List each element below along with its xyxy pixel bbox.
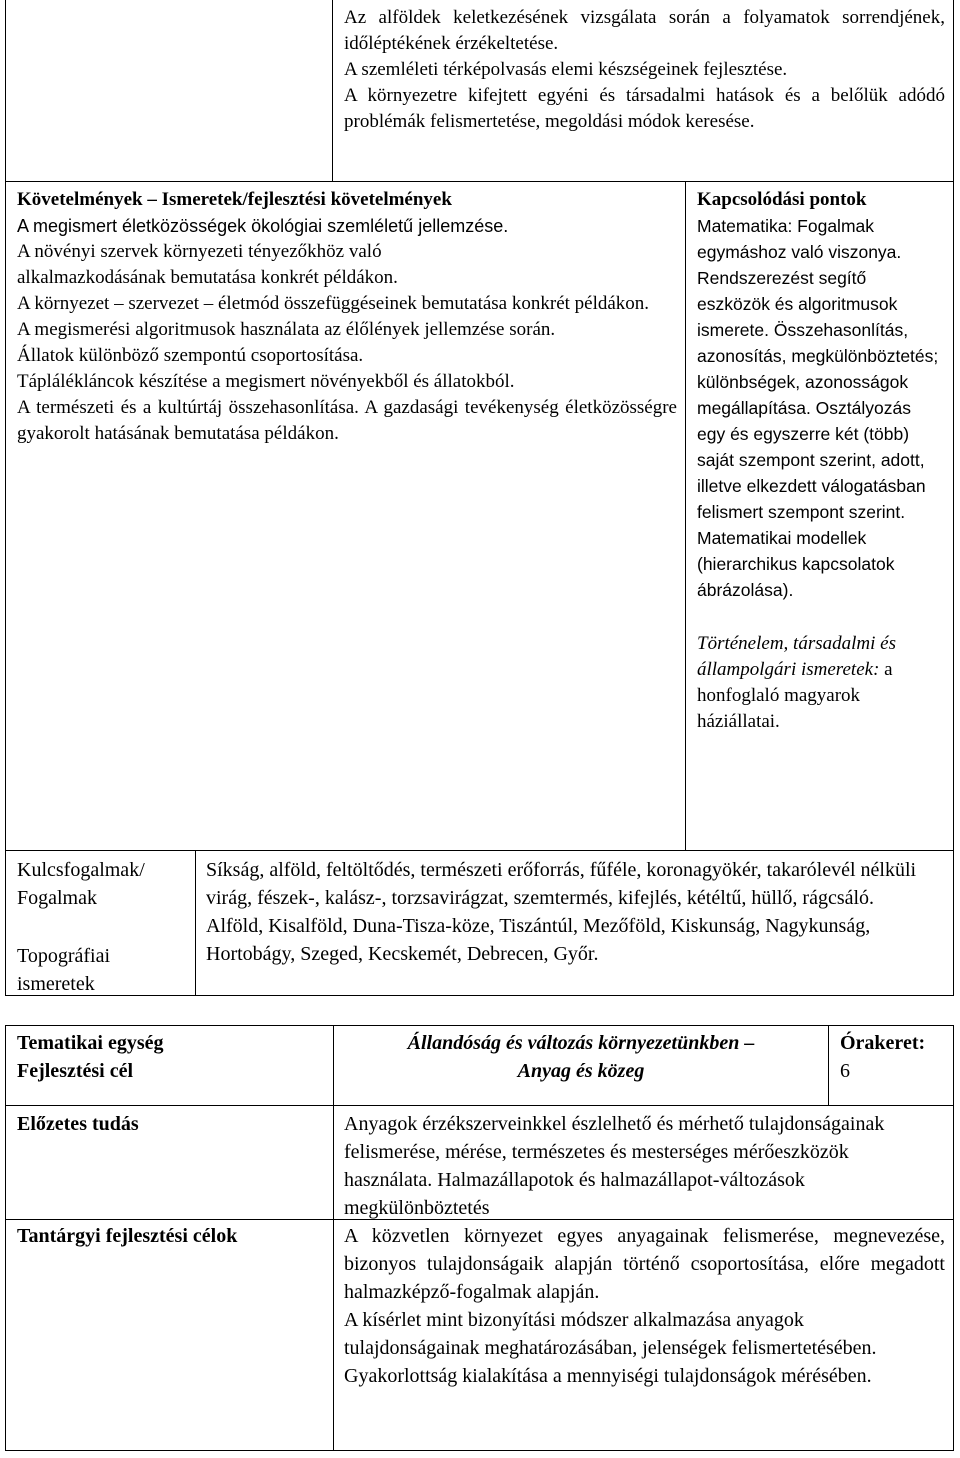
prior-label-cell — [5, 1105, 333, 1219]
goal-paragraph: A szemléleti térképolvasás elemi készségeinek fejlesztése. — [344, 59, 788, 80]
hours-label: Órakeret: — [840, 1032, 926, 1054]
requirement-item: A megismert életközösségek ökológiai szemléletű jellemzése. — [17, 216, 509, 236]
key-concepts-label: Kulcsfogalmak/ Fogalmak — [17, 859, 145, 909]
unit-label-cell — [5, 1025, 333, 1105]
goal-label: Fejlesztési cél — [17, 1060, 134, 1082]
connections-history-text: a honfoglaló magyarok háziállatai. — [697, 659, 893, 732]
goals-left-empty-cell — [5, 0, 333, 181]
goal-paragraph: A környezetre kifejtett egyéni és társadalmi hatások és a belőlük adódó problémák felismertetése, megoldási módok keresése. — [344, 85, 945, 132]
requirement-item: Állatok különböző szempontú csoportosítása. — [17, 345, 364, 366]
hours-cell — [828, 1025, 954, 1105]
hours-value: 6 — [840, 1060, 850, 1082]
subject-goals-label-cell — [5, 1219, 333, 1451]
topo-label: Topográfiai ismeretek — [17, 945, 111, 995]
requirement-item: A megismerési algoritmusok használata az élőlények jellemzése során. — [17, 319, 556, 340]
connections-header: Kapcsolódási pontok — [697, 189, 867, 210]
requirement-item: A természeti és a kultúrtáj összehasonlítása. A gazdasági tevékenység életközösségre gyakorolt hatásának bemutatása példákon. — [17, 397, 677, 444]
key-concepts-text: Síkság, alföld, feltöltődés, természeti erőforrás, fűféle, koronagyökér, takarólevél nélküli virág, fészek-, kalász-, torzsavirágzat, szemtermés, kifejlés, kétéltű, hüllő, rágcsáló. — [206, 859, 917, 909]
requirement-item: A környezet – szervezet – életmód összefüggéseinek bemutatása konkrét példákon. — [17, 293, 650, 314]
key-concepts-label-cell — [5, 850, 195, 996]
connections-history — [697, 631, 941, 735]
requirements-cell — [5, 181, 686, 850]
requirement-item: A növényi szervek környezeti tényezőkhöz való alkalmazkodásának bemutatása konkrét példákon. — [17, 241, 398, 288]
subject-goals-p1: A közvetlen környezet egyes anyagainak felismerése, megnevezése, bizonyos tulajdonságaik alapján történő csoportosítása, előre megadott halmazképző-fogalmak alapján. — [344, 1225, 945, 1303]
goal-paragraph: Az alföldek keletkezésének vizsgálata során a folyamatok sorrendjének, időléptékének érzékeltetése. — [344, 7, 945, 54]
connections-math: Matematika: Fogalmak egymáshoz való viszonya. Rendszerezést segítő eszközök és algoritmusok ismerete. Összehasonlítás, azonosítás, megkülönböztetés; különbségek, azonosságok megállapítása. Osztályozás egy és egyszerre két (több) saját szempont szerint, adott, illetve elkezdett válogatásban felismert szempont szerint. Matematikai modellek (hierarchikus kapcsolatok ábrázolása). — [697, 216, 939, 600]
requirement-item: Táplálékláncok készítése a megismert növényekből és állatokból. — [17, 371, 515, 392]
prior-label: Előzetes tudás — [17, 1113, 139, 1135]
subject-goals-p2: A kísérlet mint bizonyítási módszer alkalmazása anyagok tulajdonságainak meghatározásában, jelenségek felismertetésében. Gyakorlottság kialakítása a mennyiségi tulajdonságok mérésében. — [344, 1309, 877, 1387]
unit-label: Tematikai egység — [17, 1032, 164, 1054]
topo-text: Alföld, Kisalföld, Duna-Tisza-köze, Tiszántúl, Mezőföld, Kiskunság, Nagykunság, Hortobágy, Szeged, Kecskemét, Debrecen, Győr. — [206, 915, 871, 965]
subject-goals-label: Tantárgyi fejlesztési célok — [17, 1225, 238, 1247]
unit-title: Állandóság és változás környezetünkben – Anyag és közeg — [407, 1032, 755, 1082]
connections-history-subject: Történelem, társadalmi és állampolgári ismeretek: — [697, 633, 896, 680]
key-concepts-cell — [195, 850, 954, 996]
bottom-table — [0, 1025, 960, 1455]
prior-text: Anyagok érzékszerveinkkel észlelhető és mérhető tulajdonságainak felismerése, mérése, természetes és mesterséges mérőeszközök használata. Halmazállapotok és halmazállapot-változások megkülönböztetés — [344, 1113, 885, 1219]
subject-goals-cell — [333, 1219, 954, 1451]
prior-text-cell — [333, 1105, 954, 1219]
goals-cell — [333, 0, 954, 181]
connections-cell — [686, 181, 954, 850]
unit-title-cell — [333, 1025, 828, 1105]
requirements-header: Követelmények – Ismeretek/fejlesztési követelmények — [17, 189, 452, 210]
